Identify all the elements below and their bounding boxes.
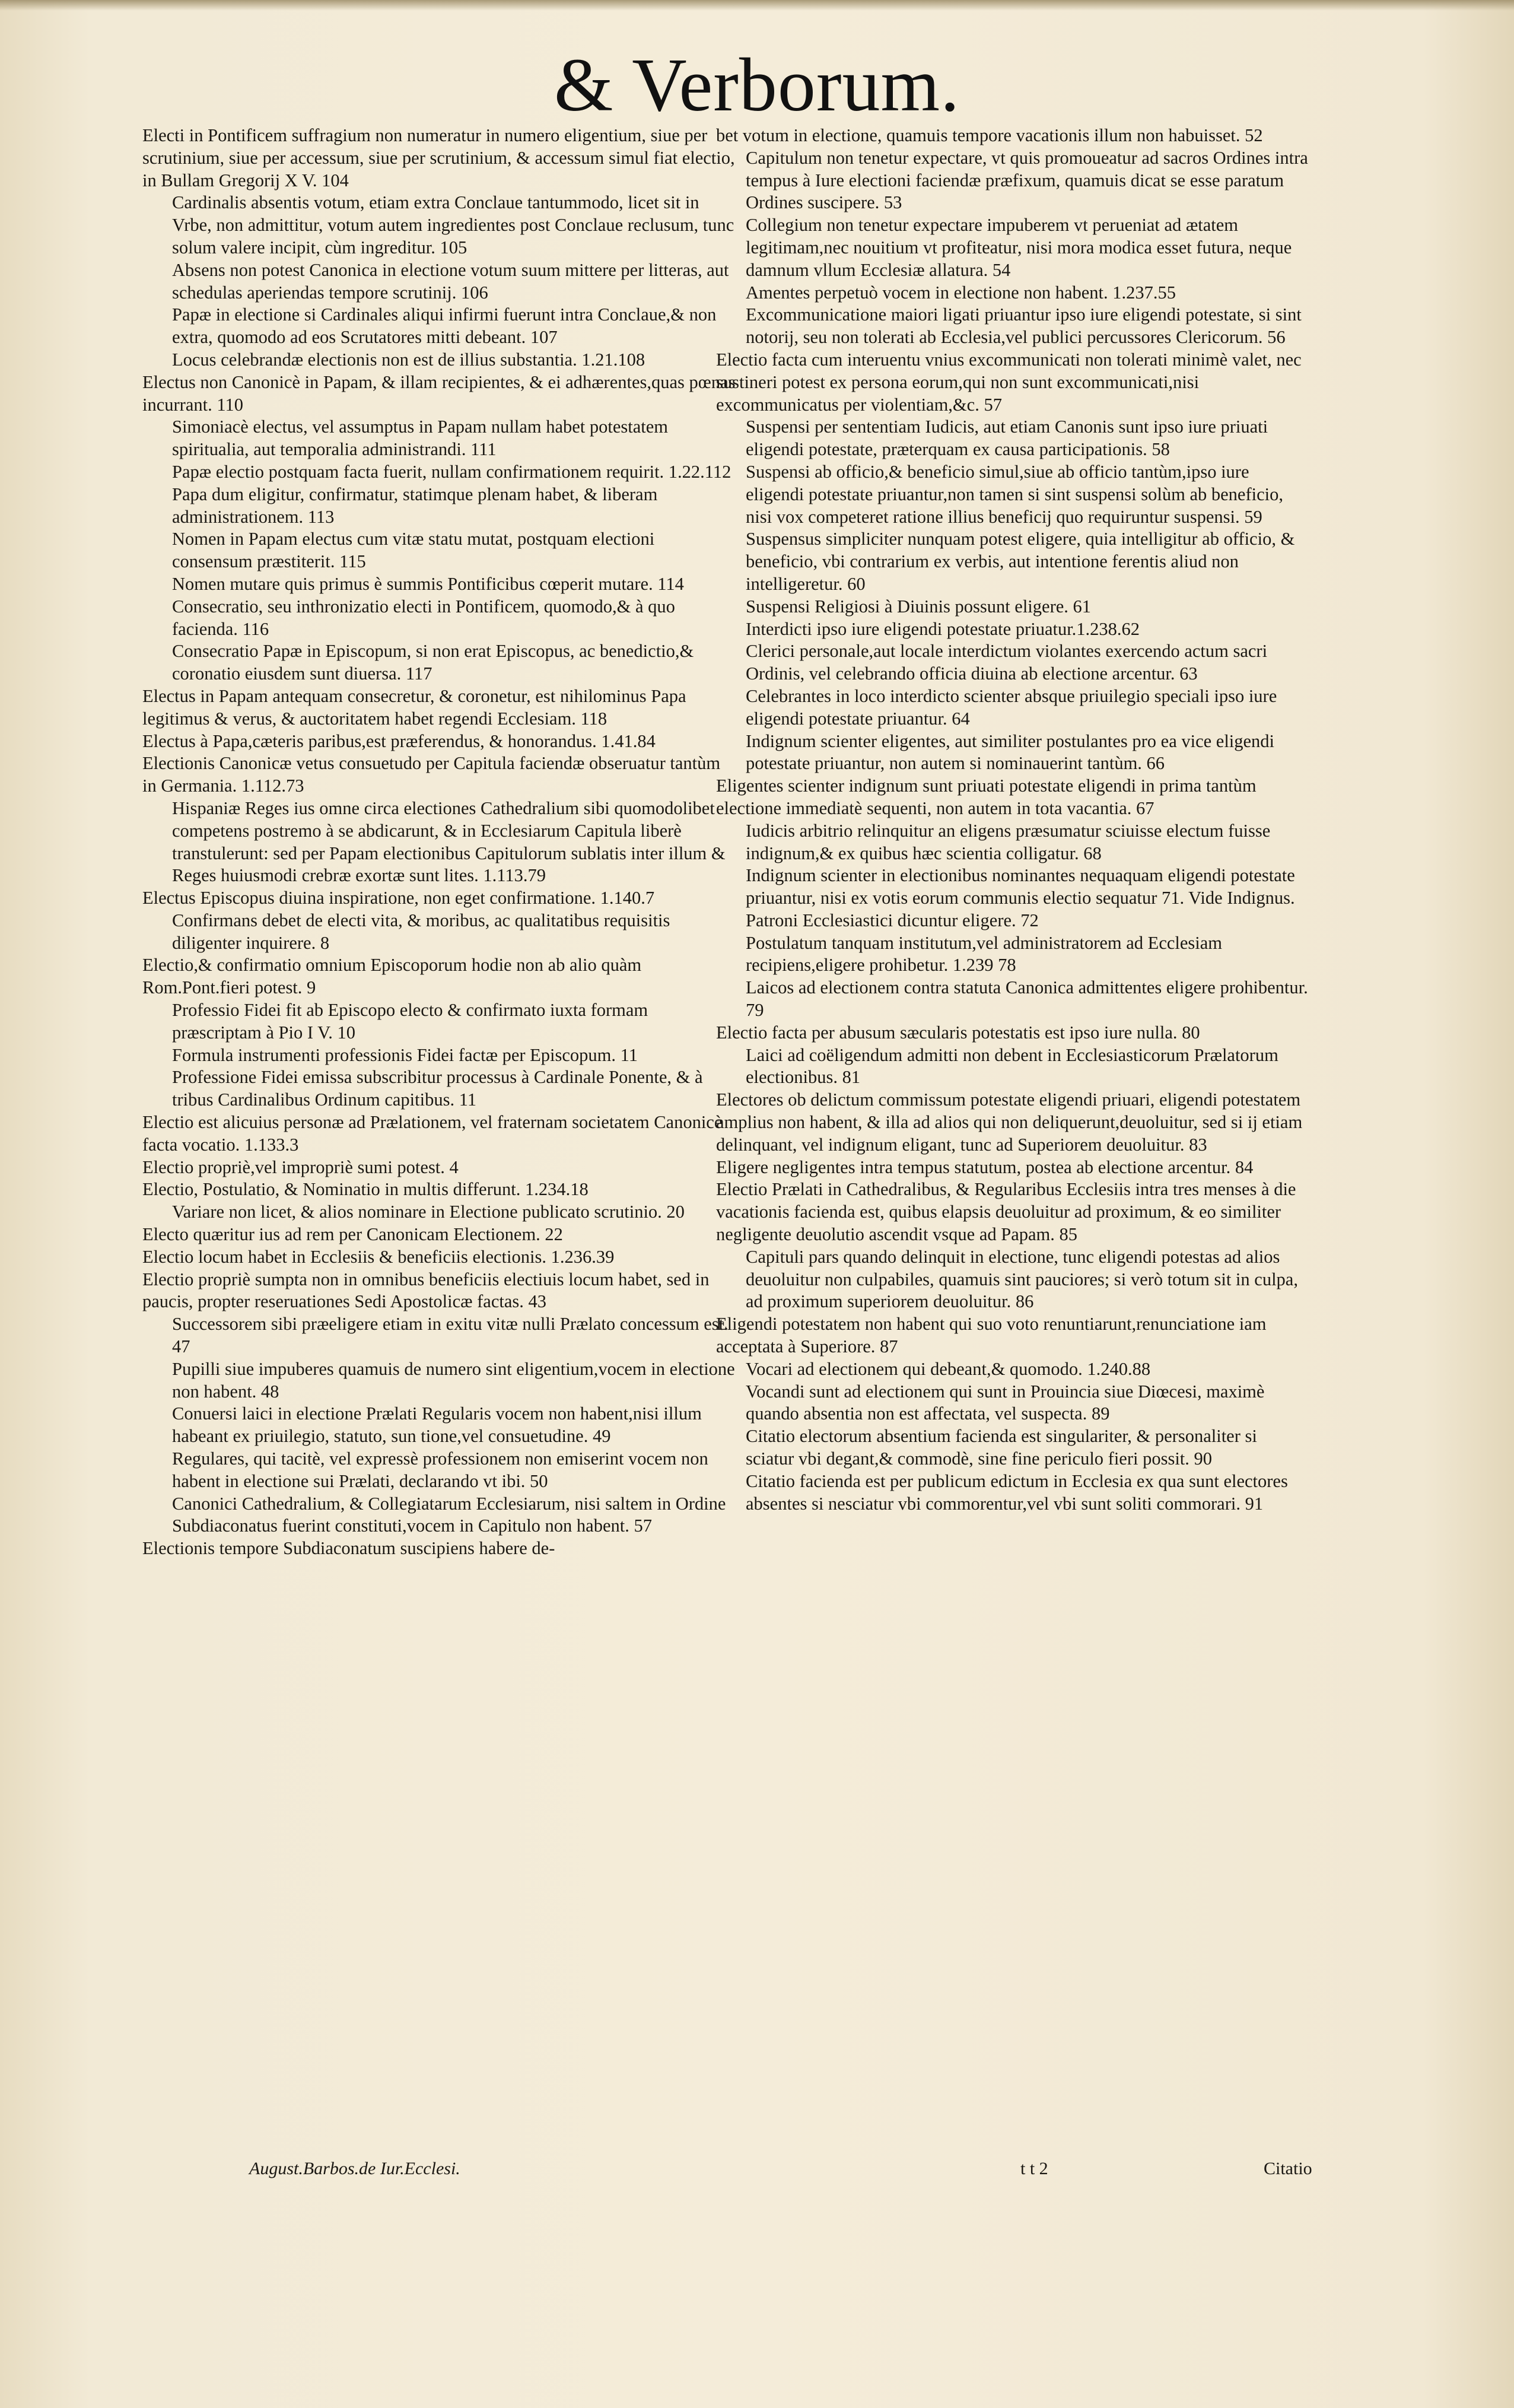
index-entry: Excommunicatione maiori ligati priuantur ipso iure eligendi potestate, si sint notorij, seu non tolerati ab Ecclesia,vel publici percussores Clericorum. 56 (746, 304, 1302, 348)
index-entry: Collegium non tenetur expectare impuberem vt perueniat ad ætatem legitimam,nec nouitium vt profiteatur, nisi mora modica esset futura, neque damnum vllum Ecclesiæ allatura. 54 (746, 215, 1292, 280)
index-entry: Iudicis arbitrio relinquitur an eligens præsumatur sciuisse electum fuisse indignum,& ex quibus hæc scientia colligatur. 68 (746, 820, 1271, 863)
page-header-title: & Verborum. (554, 43, 960, 127)
index-entry: Indignum scienter in electionibus nominantes nequaquam eligendi potestate priuantur, nisi ex votis eorum communis electio sequatur 71. Vide Indignus. (746, 865, 1295, 908)
index-entry: Regulares, qui tacitè, vel expressè professionem non emiserint vocem non habent in electione sui Prælati, declarando vt ibi. 50 (172, 1448, 708, 1491)
index-entry: Capitulum non tenetur expectare, vt quis promoueatur ad sacros Ordines intra tempus à Iure electioni faciendæ præfixum, quamuis dicat se esse paratum Ordines suscipere. 53 (746, 147, 1308, 213)
index-entry: Laicos ad electionem contra statuta Canonica admittentes eligere prohibentur. 79 (746, 977, 1308, 1021)
index-entry: Nomen mutare quis primus è summis Pontificibus cœperit mutare. 114 (172, 573, 684, 594)
index-entry: Cardinalis absentis votum, etiam extra Conclaue tantummodo, licet sit in Vrbe, non admittitur, votum autem ingredientes post Conclaue reclusum, tunc solum valere incipit, cùm ingreditur. 105 (172, 192, 734, 258)
index-entry: Laici ad coëligendum admitti non debent in Ecclesiasticorum Prælatorum electionibus. 81 (746, 1044, 1278, 1088)
index-entry: Electio Prælati in Cathedralibus, & Regularibus Ecclesiis intra tres menses à die vacationis facienda est, quibus elapsis deuoluitur ad proximum, & eo similiter negligente deuolutio ascendit vsque ad Papam. 85 (716, 1179, 1296, 1245)
index-entry: Vocandi sunt ad electionem qui sunt in Prouincia siue Diœcesi, maximè quando absentia non est affectata, vel suspecta. 89 (746, 1381, 1265, 1424)
index-entry: Confirmans debet de electi vita, & moribus, ac qualitatibus requisitis diligenter inquirere. 8 (172, 910, 670, 953)
index-entry: Indignum scienter eligentes, aut similiter postulantes pro ea vice eligendi potestate priuantur, non autem si nominauerint tantùm. 66 (746, 730, 1275, 774)
index-entry: Electionis tempore Subdiaconatum suscipiens habere de- (142, 1538, 555, 1559)
index-entry: Consecratio Papæ in Episcopum, si non erat Episcopus, ac benedictio,& coronatio eiusdem sunt diuersa. 117 (172, 641, 694, 684)
index-entry: Locus celebrandæ electionis non est de illius substantia. 1.21.108 (172, 349, 645, 370)
signature-mark: t t 2 (1020, 2159, 1048, 2178)
index-entry: Formula instrumenti professionis Fidei factæ per Episcopum. 11 (172, 1044, 638, 1065)
index-entry: Hispaniæ Reges ius omne circa electiones Cathedralium sibi quomodolibet competens postremo à se abdicarunt, & in Ecclesiarum Capitula liberè transtulerunt: sed per Papam electionibus Capitulorum sublatis inter illum & Reges huiusmodi crebræ exortæ sunt lites. 1.113.79 (172, 798, 726, 886)
index-entry: Electio facta cum interuentu vnius excommunicati non tolerati minimè valet, nec sustineri potest ex persona eorum,qui non sunt excommunicati,nisi excommunicatus per violentiam,&c. 57 (716, 349, 1302, 415)
index-entry: Electio est alicuius personæ ad Prælationem, vel fraternam societatem Canonicè facta vocatio. 1.133.3 (142, 1112, 723, 1155)
index-entry: Eligentes scienter indignum sunt priuati potestate eligendi in prima tantùm electione immediatè sequenti, non autem in tota vacantia. 67 (716, 776, 1257, 818)
index-entry: Eligendi potestatem non habent qui suo voto renuntiarunt,renunciatione iam acceptata à Superiore. 87 (716, 1314, 1267, 1357)
index-entry: Professio Fidei fit ab Episcopo electo & confirmato iuxta formam præscriptam à Pio I V. 10 (172, 1000, 648, 1043)
index-entry: Electi in Pontificem suffragium non numeratur in numero eligentium, siue per scrutinium, siue per accessum, siue per scrutinium, & accessum simul fiat electio, in Bullam Gregorij X V. 104 (142, 125, 735, 190)
index-entry: Citatio facienda est per publicum edictum in Ecclesia ex qua sunt electores absentes si nesciatur vbi commorentur,vel vbi sunt soliti commorari. 91 (746, 1470, 1288, 1514)
index-entry: Electus in Papam antequam consecretur, & coronetur, est nihilominus Papa legitimus & verus, & auctoritatem habet regendi Ecclesiam. 118 (142, 685, 686, 729)
index-entry: Pupilli siue impuberes quamuis de numero sint eligentium,vocem in electione non habent. 48 (172, 1358, 735, 1402)
index-entry: Electio, Postulatio, & Nominatio in multis differunt. 1.234.18 (142, 1179, 589, 1200)
index-entry: Suspensus simpliciter nunquam potest eligere, quia intelligitur ab officio, & beneficio, vbi contrarium ex verbis, aut intentione ferentis aliud non intelligeretur. 60 (746, 529, 1295, 594)
index-entry: Professione Fidei emissa subscribitur processus à Cardinale Ponente, & à tribus Cardinalibus Ordinum capitibus. 11 (172, 1067, 703, 1110)
index-entry: Electo quæritur ius ad rem per Canonicam Electionem. 22 (142, 1224, 563, 1245)
index-entry: Absens non potest Canonica in electione votum suum mittere per litteras, aut schedulas aperiendas tempore scrutinij. 106 (172, 259, 729, 303)
index-entry: Papæ electio postquam facta fuerit, nullam confirmationem requirit. 1.22.112 (172, 461, 731, 482)
index-entry: Electio facta per abusum sæcularis potestatis est ipso iure nulla. 80 (716, 1022, 1200, 1043)
index-entry: Successorem sibi præeligere etiam in exitu vitæ nulli Prælato concessum est. 47 (172, 1314, 729, 1357)
index-entry: Electus non Canonicè in Papam, & illam recipientes, & ei adhærentes,quas pœnas incurrant. 110 (142, 371, 736, 415)
index-entry: Amentes perpetuò vocem in electione non habent. 1.237.55 (746, 282, 1176, 303)
index-entry: Patroni Ecclesiastici dicuntur eligere. 72 (746, 910, 1039, 930)
index-entry: Electio,& confirmatio omnium Episcoporum hodie non ab alio quàm Rom.Pont.fieri potest. 9 (142, 955, 642, 998)
index-entry: Vocari ad electionem qui debeant,& quomodo. 1.240.88 (746, 1358, 1151, 1379)
index-entry: Electores ob delictum commissum potestate eligendi priuari, eligendi potestatem amplius non habent, & illa ad alios qui non deliquerunt,deuoluitur, sed si ij etiam delinquant, vel indignum eligant, tunc ad Superiorem deuoluitur. 83 (716, 1089, 1303, 1155)
index-entry: Consecratio, seu inthronizatio electi in Pontificem, quomodo,& à quo facienda. 116 (172, 596, 675, 639)
index-entry: Citatio electorum absentium facienda est singulariter, & personaliter si sciatur vbi degant,& commodè, sine fine periculo fieri possit. 90 (746, 1426, 1257, 1469)
index-entry: Conuersi laici in electione Prælati Regularis vocem non habent,nisi illum habeant ex priuilegio, statuto, sun tione,vel consuetudine. 49 (172, 1403, 702, 1447)
index-entry: Electio propriè sumpta non in omnibus beneficiis electiuis locum habet, sed in paucis, propter reseruationes Sedi Apostolicæ factas. 43 (142, 1269, 710, 1312)
left-column (142, 125, 736, 1560)
index-entry: Variare non licet, & alios nominare in Electione publicato scrutinio. 20 (172, 1202, 685, 1222)
index-entry: Electus Episcopus diuina inspiratione, non eget confirmatione. 1.140.7 (142, 888, 655, 908)
index-entry: Clerici personale,aut locale interdictum violantes exercendo actum sacri Ordinis, vel celebrando officia diuina ab electione arcentur. 63 (746, 641, 1268, 684)
index-entry: Suspensi per sententiam Iudicis, aut etiam Canonis sunt ipso iure priuati eligendi potestate, præterquam ex causa participationis. 58 (746, 417, 1268, 460)
index-entry: Eligere negligentes intra tempus statutum, postea ab electione arcentur. 84 (716, 1157, 1254, 1177)
index-entry: Nomen in Papam electus cum vitæ statu mutat, postquam electioni consensum præstiterit. 115 (172, 529, 655, 572)
index-entry: Canonici Cathedralium, & Collegiatarum Ecclesiarum, nisi saltem in Ordine Subdiaconatus fuerint constituti,vocem in Capitulo non habent. 57 (172, 1493, 726, 1536)
index-entry: Electio locum habet in Ecclesiis & beneficiis electionis. 1.236.39 (142, 1246, 615, 1267)
index-entry: Capituli pars quando delinquit in electione, tunc eligendi potestas ad alios deuoluitur non culpabiles, quamuis sint pauciores; si verò totum sit in culpa, ad proximum superiorem deuoluitur. 86 (746, 1246, 1298, 1312)
right-column (716, 125, 1309, 1515)
index-entry: Suspensi ab officio,& beneficio simul,siue ab officio tantùm,ipso iure eligendi potestate priuantur,non tamen si sint suspensi solùm ab beneficio, nisi vox competeret ratione illius beneficij quo requiruntur suspensi. 59 (746, 461, 1283, 527)
index-entry: Papa dum eligitur, confirmatur, statimque plenam habet, & liberam administrationem. 113 (172, 484, 658, 527)
index-entry: Electus à Papa,cæteris paribus,est præferendus, & honorandus. 1.41.84 (142, 730, 656, 751)
index-entry: bet votum in electione, quamuis tempore vacationis illum non habuisset. 52 (716, 125, 1263, 145)
index-entry: Electionis Canonicæ vetus consuetudo per Capitula faciendæ obseruatur tantùm in Germania. 1.112.73 (142, 753, 721, 796)
index-entry: Simoniacè electus, vel assumptus in Papam nullam habet potestatem spiritualia, aut temporalia administrandi. 111 (172, 417, 669, 460)
catchword: Citatio (1264, 2159, 1312, 2178)
page-top-edge (0, 0, 1514, 11)
index-entry: Postulatum tanquam institutum,vel administratorem ad Ecclesiam recipiens,eligere prohibetur. 1.239 78 (746, 932, 1223, 976)
index-entry: Papæ in electione si Cardinales aliqui infirmi fuerunt intra Conclaue,& non extra, quomodo ad eos Scrutatores mitti debeant. 107 (172, 304, 717, 348)
index-entry: Electio propriè,vel impropriè sumi potest. 4 (142, 1157, 459, 1177)
index-entry: Interdicti ipso iure eligendi potestate priuatur.1.238.62 (746, 618, 1140, 639)
index-entry: Celebrantes in loco interdicto scienter absque priuilegio speciali ipso iure eligendi potestate priuantur. 64 (746, 685, 1277, 729)
running-title: August.Barbos.de Iur.Ecclesi. (249, 2159, 460, 2178)
index-entry: Suspensi Religiosi à Diuinis possunt eligere. 61 (746, 596, 1092, 617)
